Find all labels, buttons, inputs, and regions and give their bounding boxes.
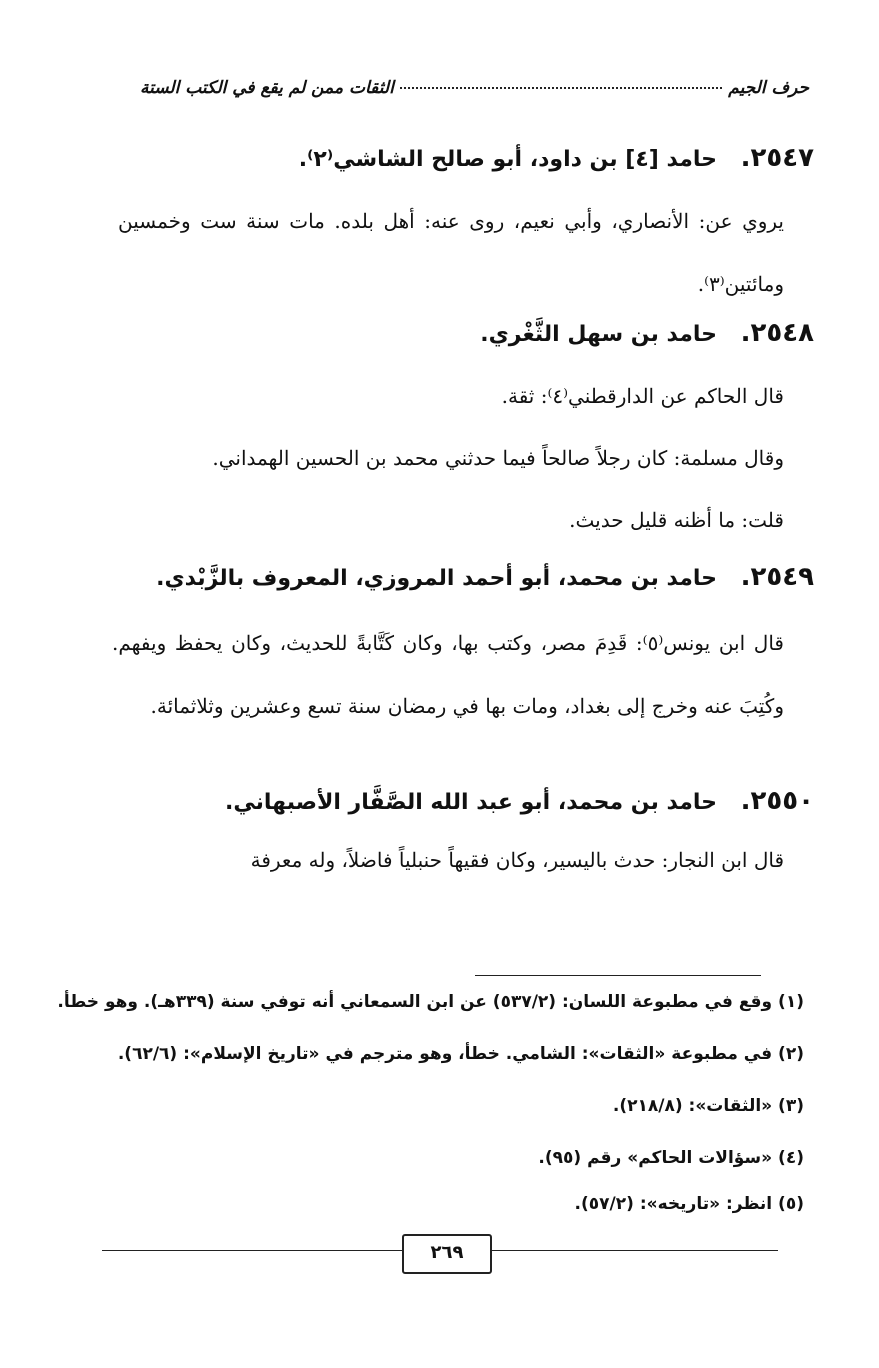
footnote-5: (٥) انظر: «تاريخه»: (٥٧/٢). <box>574 1194 804 1214</box>
running-header <box>140 78 809 112</box>
entry-name: حامد [٤] بن داود، أبو صالح الشاشي⁽٢⁾. <box>298 147 717 172</box>
entry-number: ٢٥٥٠. <box>740 786 814 816</box>
entry-title <box>110 786 814 816</box>
footnote-separator <box>475 975 761 976</box>
entry-name: حامد بن محمد، أبو أحمد المروزي، المعروف بالزَّبْدي. <box>156 566 717 591</box>
entry-paragraph: قال ابن يونس⁽٥⁾: قَدِمَ مصر، وكتب بها، وكان كَتَّابةً للحديث، وكان يحفظ ويفهم. وكُتِبَ عنه وخرج إلى بغداد، ومات بها في رمضان سنة تسع وعشرين وثلاثمائة. <box>112 631 784 718</box>
entry-paragraph: قال ابن النجار: حدث باليسير، وكان فقيهاً حنبلياً فاضلاً، وله معرفة <box>250 848 784 872</box>
header-chapter: حرف الجيم <box>728 78 809 98</box>
entry-paragraph: يروي عن: الأنصاري، وأبي نعيم، روى عنه: أهل بلده. مات سنة ست وخمسين ومائتين⁽٣⁾. <box>118 209 784 296</box>
footnote-4: (٤) «سؤالات الحاكم» رقم (٩٥). <box>538 1148 804 1168</box>
footnote-1: (١) وقع في مطبوعة اللسان: (٥٣٧/٢) عن ابن السمعاني أنه توفي سنة (٣٣٩هـ). وهو خطأ. <box>57 992 804 1012</box>
header-book-title: الثقات ممن لم يقع في الكتب الستة <box>140 78 394 98</box>
entry-paragraph: قال الحاكم عن الدارقطني⁽٤⁾: ثقة. <box>501 384 784 408</box>
header-dotted-leader <box>400 87 722 89</box>
entry-name: حامد بن محمد، أبو عبد الله الصَّفَّار الأصبهاني. <box>225 790 717 815</box>
entry-title <box>110 562 814 592</box>
entry-name: حامد بن سهل الثَّغْري. <box>480 322 717 347</box>
entry-title <box>110 143 814 173</box>
entry-number: ٢٥٤٩. <box>740 562 814 592</box>
entry-number: ٢٥٤٨. <box>740 318 814 348</box>
footnote-2: (٢) في مطبوعة «الثقات»: الشامي. خطأ، وهو مترجم في «تاريخ الإسلام»: (٦٢/٦). <box>117 1044 804 1064</box>
page-number: ٢٦٩ <box>402 1234 492 1274</box>
entry-paragraph: قلت: ما أظنه قليل حديث. <box>569 508 784 532</box>
footnote-3: (٣) «الثقات»: (٢١٨/٨). <box>612 1096 804 1116</box>
entry-number: ٢٥٤٧. <box>740 143 814 173</box>
entry-title <box>110 318 814 348</box>
entry-paragraph: وقال مسلمة: كان رجلاً صالحاً فيما حدثني محمد بن الحسين الهمداني. <box>212 446 784 470</box>
